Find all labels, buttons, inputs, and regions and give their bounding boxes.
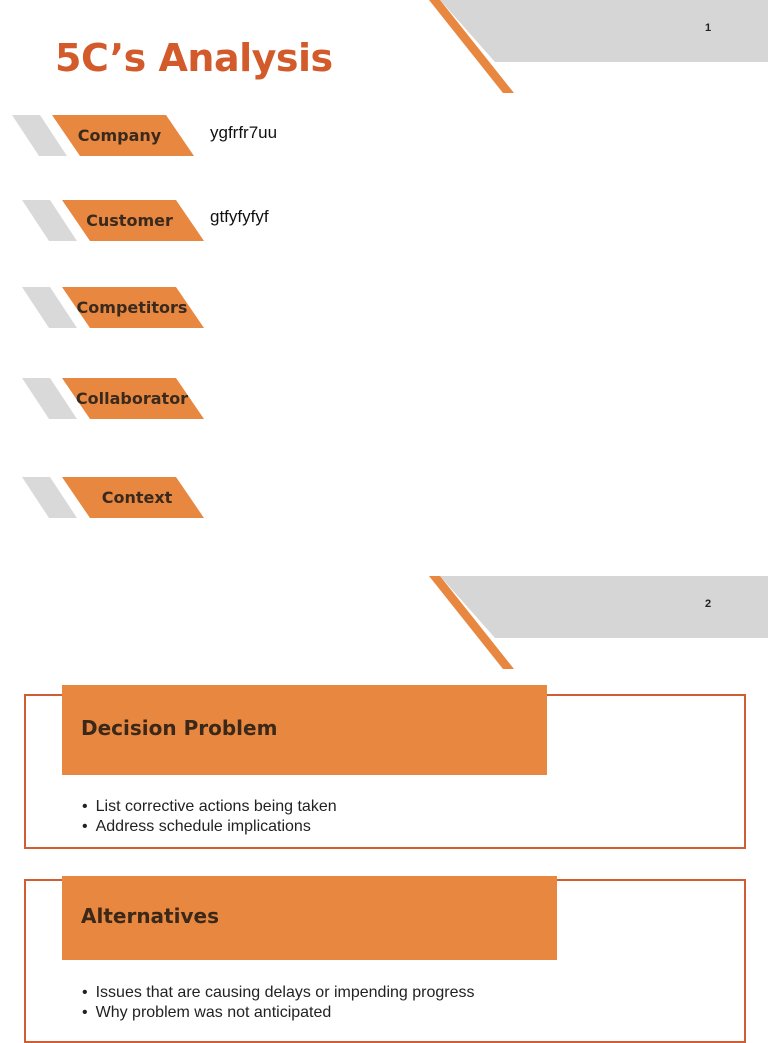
tag-context: [22, 477, 204, 518]
slide2-header-decoration: [0, 576, 768, 676]
tag-competitors: [22, 287, 204, 328]
bullet-item: • Issues that are causing delays or impending progress: [82, 983, 474, 1003]
bullet-item: • List corrective actions being taken: [82, 797, 337, 817]
bullet-item: • Address schedule implications: [82, 817, 337, 837]
decision-problem-bullets: [82, 797, 337, 837]
page-number: 2: [705, 598, 712, 610]
section-heading: Decision Problem: [81, 716, 278, 740]
decision-problem-header: [62, 685, 547, 775]
page-number: 1: [705, 22, 712, 34]
slide-title: 5C’s Analysis: [55, 36, 333, 80]
tag-customer: [22, 200, 204, 241]
tag-label: Context: [101, 488, 173, 507]
tag-label: Customer: [86, 211, 173, 230]
customer-value: gtfyfyfyf: [210, 207, 269, 226]
tag-company: [12, 115, 194, 156]
alternatives-header: [62, 876, 557, 960]
alternatives-bullets: [82, 983, 474, 1023]
bullet-item: • Why problem was not anticipated: [82, 1003, 474, 1023]
company-value: ygfrfr7uu: [210, 123, 278, 142]
section-heading: Alternatives: [81, 904, 219, 928]
tag-label: Collaborator: [75, 389, 189, 408]
tag-label: Competitors: [76, 298, 188, 317]
tag-collaborator: [22, 378, 204, 419]
tag-label: Company: [77, 126, 162, 145]
